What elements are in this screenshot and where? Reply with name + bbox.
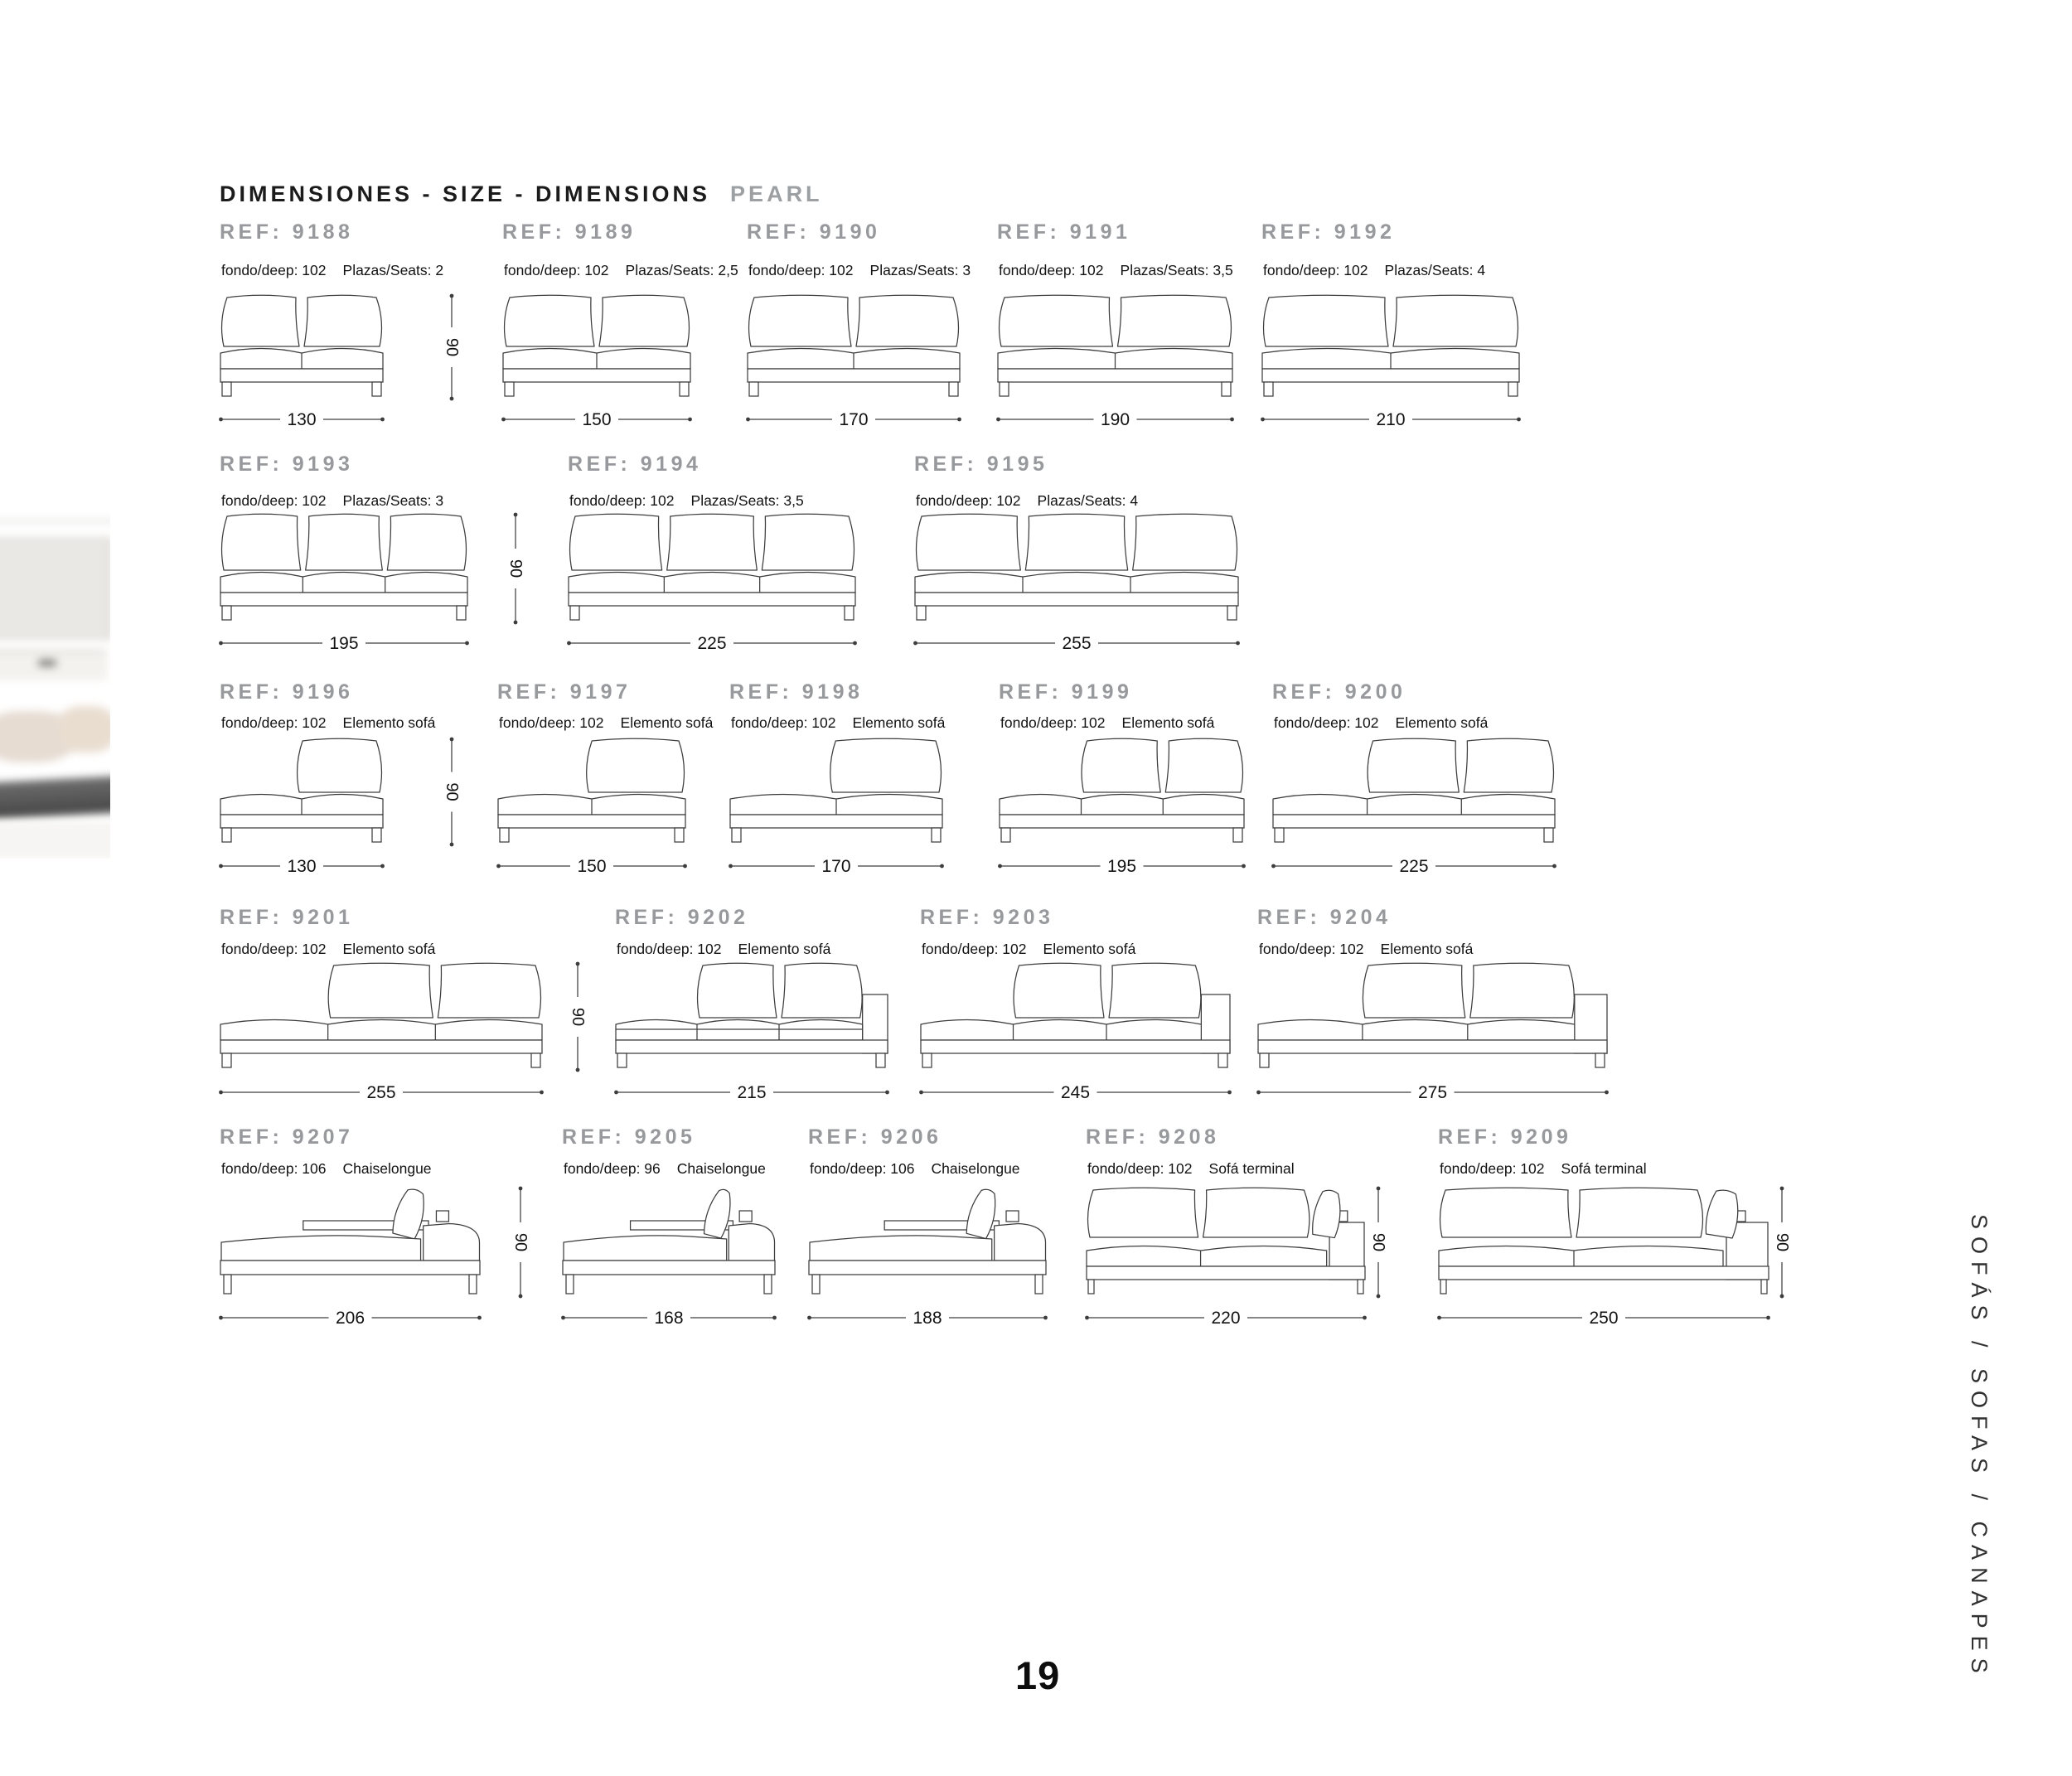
sofa-drawing — [994, 737, 1250, 889]
kind-label: Elemento sofá — [620, 714, 714, 731]
spec-line — [569, 492, 804, 510]
depth-label: fondo/deep: 106 — [810, 1160, 915, 1177]
ref-label: REF: 9202 — [615, 906, 749, 929]
ref-label: REF: 9191 — [997, 220, 1131, 244]
kind-label: Elemento sofá — [738, 941, 831, 957]
ref-label: REF: 9194 — [568, 452, 702, 476]
kind-label: Elemento sofá — [852, 714, 946, 731]
ref-label: REF: 9190 — [747, 220, 881, 244]
kind-label: Plazas/Seats: 3,5 — [1120, 262, 1233, 278]
depth-label: fondo/deep: 102 — [569, 492, 675, 509]
ref-label: REF: 9208 — [1086, 1125, 1220, 1149]
ref-label: REF: 9199 — [999, 680, 1133, 704]
width-value: 250 — [1589, 1309, 1619, 1328]
height-value: 90 — [569, 1007, 587, 1027]
sofa-drawing — [1252, 961, 1613, 1115]
page-title-text: DIMENSIONES - SIZE - DIMENSIONS — [220, 181, 711, 206]
kind-label: Sofá terminal — [1561, 1160, 1647, 1177]
width-value: 245 — [1060, 1083, 1091, 1102]
width-value: 255 — [1062, 634, 1092, 653]
spec-line — [748, 262, 971, 279]
depth-label: fondo/deep: 102 — [922, 941, 1027, 957]
width-value: 225 — [1399, 857, 1429, 876]
kind-label: Elemento sofá — [1043, 941, 1136, 957]
ref-label: REF: 9203 — [920, 906, 1054, 929]
spec-line — [1263, 262, 1485, 279]
page-title — [220, 181, 823, 207]
width-value: 210 — [1376, 410, 1406, 429]
height-value: 90 — [506, 559, 525, 578]
spec-line — [1440, 1160, 1647, 1178]
ref-label: REF: 9209 — [1438, 1125, 1572, 1149]
width-value: 215 — [737, 1083, 767, 1102]
sofa-drawing — [557, 1186, 781, 1341]
spec-line — [1000, 714, 1214, 732]
sofa-drawing — [992, 293, 1238, 443]
depth-label: fondo/deep: 102 — [999, 262, 1104, 278]
height-dimension — [502, 512, 529, 625]
width-value: 190 — [1100, 410, 1130, 429]
height-dimension — [438, 737, 465, 847]
width-value: 275 — [1417, 1083, 1448, 1102]
depth-label: fondo/deep: 102 — [1274, 714, 1379, 731]
photo-fragment — [38, 660, 56, 666]
spec-line — [916, 492, 1138, 510]
spec-line — [221, 262, 443, 279]
spec-line — [221, 492, 443, 510]
ref-label: REF: 9205 — [562, 1125, 696, 1149]
width-value: 195 — [1106, 857, 1137, 876]
kind-label: Plazas/Seats: 2,5 — [625, 262, 738, 278]
spec-line — [922, 941, 1135, 958]
width-value: 220 — [1211, 1309, 1241, 1328]
sofa-drawing — [724, 737, 948, 889]
ref-label: REF: 9201 — [220, 906, 354, 929]
depth-label: fondo/deep: 102 — [221, 492, 327, 509]
sofa-drawing — [1433, 1186, 1774, 1341]
sofa-drawing — [215, 293, 389, 443]
sofa-drawing — [563, 512, 861, 666]
kind-label: Chaiselongue — [342, 1160, 432, 1177]
depth-label: fondo/deep: 102 — [504, 262, 609, 278]
depth-label: fondo/deep: 102 — [1000, 714, 1106, 731]
sofa-drawing — [742, 293, 966, 443]
depth-label: fondo/deep: 102 — [916, 492, 1021, 509]
spec-line — [810, 1160, 1020, 1178]
width-value: 188 — [913, 1309, 942, 1328]
spec-line — [1087, 1160, 1295, 1178]
kind-label: Elemento sofá — [1121, 714, 1215, 731]
photo-fragment — [58, 706, 110, 753]
ref-label: REF: 9200 — [1272, 680, 1406, 704]
ref-label: REF: 9196 — [220, 680, 354, 704]
section-sidebar-label: SOFÁS / SOFAS / CANAPES — [1967, 1214, 1992, 1681]
width-value: 206 — [335, 1309, 366, 1328]
sofa-drawing — [909, 512, 1244, 666]
kind-label: Plazas/Seats: 3,5 — [690, 492, 804, 509]
sofa-drawing — [215, 1186, 486, 1341]
ref-label: REF: 9189 — [502, 220, 637, 244]
spec-line — [731, 714, 945, 732]
ref-label: REF: 9197 — [497, 680, 632, 704]
spec-line — [504, 262, 738, 279]
ref-label: REF: 9198 — [729, 680, 864, 704]
depth-label: fondo/deep: 102 — [617, 941, 722, 957]
ref-label: REF: 9188 — [220, 220, 354, 244]
spec-line — [617, 941, 830, 958]
ref-label: REF: 9192 — [1261, 220, 1396, 244]
kind-label: Elemento sofá — [342, 941, 436, 957]
width-value: 225 — [697, 634, 727, 653]
sofa-drawing — [1081, 1186, 1371, 1341]
kind-label: Elemento sofá — [1395, 714, 1489, 731]
page-number: 19 — [1015, 1653, 1061, 1697]
photo-fragment — [0, 776, 110, 820]
depth-label: fondo/deep: 102 — [1087, 1160, 1193, 1177]
width-value: 130 — [287, 410, 317, 429]
spec-line — [564, 1160, 766, 1178]
sofa-drawing — [497, 293, 696, 443]
depth-label: fondo/deep: 102 — [1259, 941, 1364, 957]
width-value: 170 — [839, 410, 869, 429]
height-value: 90 — [1773, 1232, 1791, 1252]
depth-label: fondo/deep: 102 — [748, 262, 854, 278]
photo-fragment — [0, 537, 110, 640]
depth-label: fondo/deep: 102 — [1263, 262, 1368, 278]
depth-label: fondo/deep: 102 — [1440, 1160, 1545, 1177]
depth-label: fondo/deep: 102 — [221, 714, 327, 731]
spec-line — [221, 714, 435, 732]
ref-label: REF: 9195 — [914, 452, 1048, 476]
spec-line — [221, 1160, 432, 1178]
kind-label: Sofá terminal — [1208, 1160, 1295, 1177]
kind-label: Elemento sofá — [1380, 941, 1474, 957]
sofa-drawing — [215, 737, 389, 889]
width-value: 255 — [366, 1083, 396, 1102]
spec-line — [999, 262, 1233, 279]
kind-label: Plazas/Seats: 2 — [342, 262, 444, 278]
height-dimension — [507, 1186, 534, 1299]
depth-label: fondo/deep: 96 — [564, 1160, 661, 1177]
ref-label: REF: 9193 — [220, 452, 354, 476]
photo-fragment — [0, 822, 110, 859]
height-dimension — [564, 961, 591, 1072]
kind-label: Elemento sofá — [342, 714, 436, 731]
collection-name: PEARL — [730, 181, 823, 206]
sofa-drawing — [610, 961, 893, 1115]
spec-line — [499, 714, 713, 732]
kind-label: Plazas/Seats: 4 — [1384, 262, 1486, 278]
spec-line — [1274, 714, 1488, 732]
height-dimension — [1365, 1186, 1392, 1299]
sofa-drawing — [1267, 737, 1561, 889]
depth-label: fondo/deep: 102 — [731, 714, 836, 731]
depth-label: fondo/deep: 102 — [221, 262, 327, 278]
kind-label: Plazas/Seats: 4 — [1037, 492, 1139, 509]
sofa-drawing — [915, 961, 1236, 1115]
depth-label: fondo/deep: 106 — [221, 1160, 327, 1177]
ref-label: REF: 9206 — [808, 1125, 942, 1149]
sofa-drawing — [215, 512, 473, 666]
depth-label: fondo/deep: 102 — [499, 714, 604, 731]
sofa-drawing — [215, 961, 548, 1115]
width-value: 195 — [329, 634, 359, 653]
ref-label: REF: 9204 — [1257, 906, 1392, 929]
spec-line — [221, 941, 435, 958]
sofa-drawing — [1256, 293, 1525, 443]
width-value: 170 — [821, 857, 851, 876]
width-value: 150 — [582, 410, 612, 429]
spec-line — [1259, 941, 1473, 958]
depth-label: fondo/deep: 102 — [221, 941, 327, 957]
width-value: 168 — [654, 1309, 684, 1328]
height-value: 90 — [1369, 1232, 1387, 1252]
kind-label: Plazas/Seats: 3 — [342, 492, 444, 509]
sofa-drawing — [492, 737, 691, 889]
height-value: 90 — [443, 782, 461, 801]
kind-label: Plazas/Seats: 3 — [869, 262, 971, 278]
height-dimension — [438, 293, 465, 401]
kind-label: Chaiselongue — [931, 1160, 1020, 1177]
kind-label: Chaiselongue — [676, 1160, 766, 1177]
width-value: 150 — [577, 857, 607, 876]
sofa-drawing — [803, 1186, 1052, 1341]
height-value: 90 — [443, 337, 461, 357]
height-dimension — [1769, 1186, 1795, 1299]
height-value: 90 — [511, 1232, 530, 1252]
ref-label: REF: 9207 — [220, 1125, 354, 1149]
photo-fragment — [0, 520, 110, 522]
background-photo — [0, 494, 110, 859]
width-value: 130 — [287, 857, 317, 876]
